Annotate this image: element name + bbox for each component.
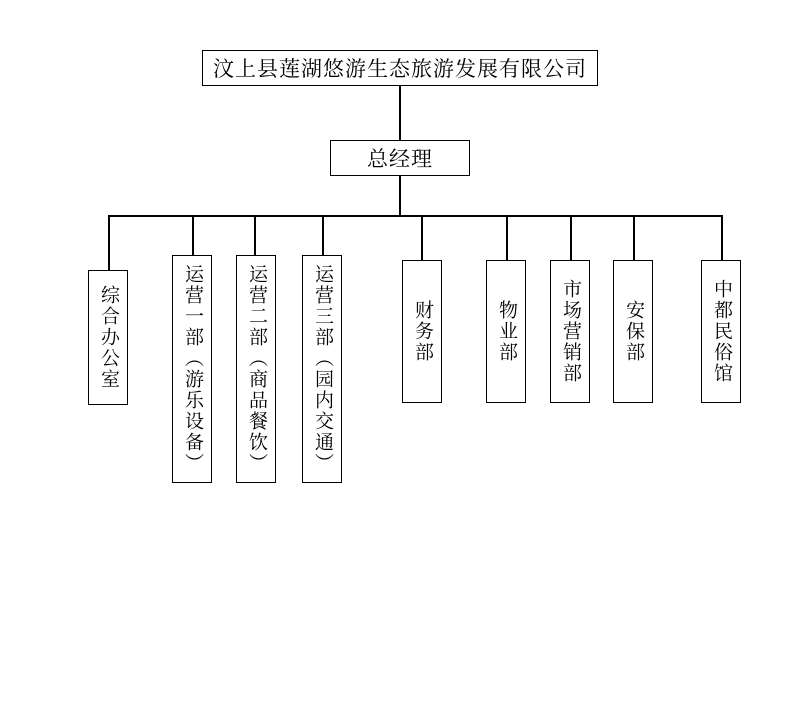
department-box-operations-3: 运营三部（园内交通）: [302, 255, 342, 483]
drop-line-2: [192, 215, 194, 255]
department-box-marketing: 市场营销部: [550, 260, 590, 403]
drop-line-4: [322, 215, 324, 255]
drop-line-7: [570, 215, 572, 260]
horizontal-bus: [108, 215, 722, 217]
department-box-zhongdu-folk-museum: 中都民俗馆: [701, 260, 741, 403]
drop-line-5: [421, 215, 423, 260]
department-box-operations-2: 运营二部（商品餐饮）: [236, 255, 276, 483]
department-box-operations-1: 运营一部（游乐设备）: [172, 255, 212, 483]
department-box-comprehensive-office: 综合办公室: [88, 270, 128, 405]
department-box-security: 安保部: [613, 260, 653, 403]
drop-line-9: [721, 215, 723, 260]
drop-line-1: [108, 215, 110, 270]
manager-box: 总经理: [330, 140, 470, 176]
connector-root-to-manager: [399, 86, 401, 140]
company-root-box: 汶上县莲湖悠游生态旅游发展有限公司: [202, 50, 598, 86]
drop-line-8: [633, 215, 635, 260]
connector-manager-to-bus: [399, 176, 401, 216]
department-box-property: 物业部: [486, 260, 526, 403]
drop-line-3: [254, 215, 256, 255]
department-box-finance: 财务部: [402, 260, 442, 403]
drop-line-6: [506, 215, 508, 260]
